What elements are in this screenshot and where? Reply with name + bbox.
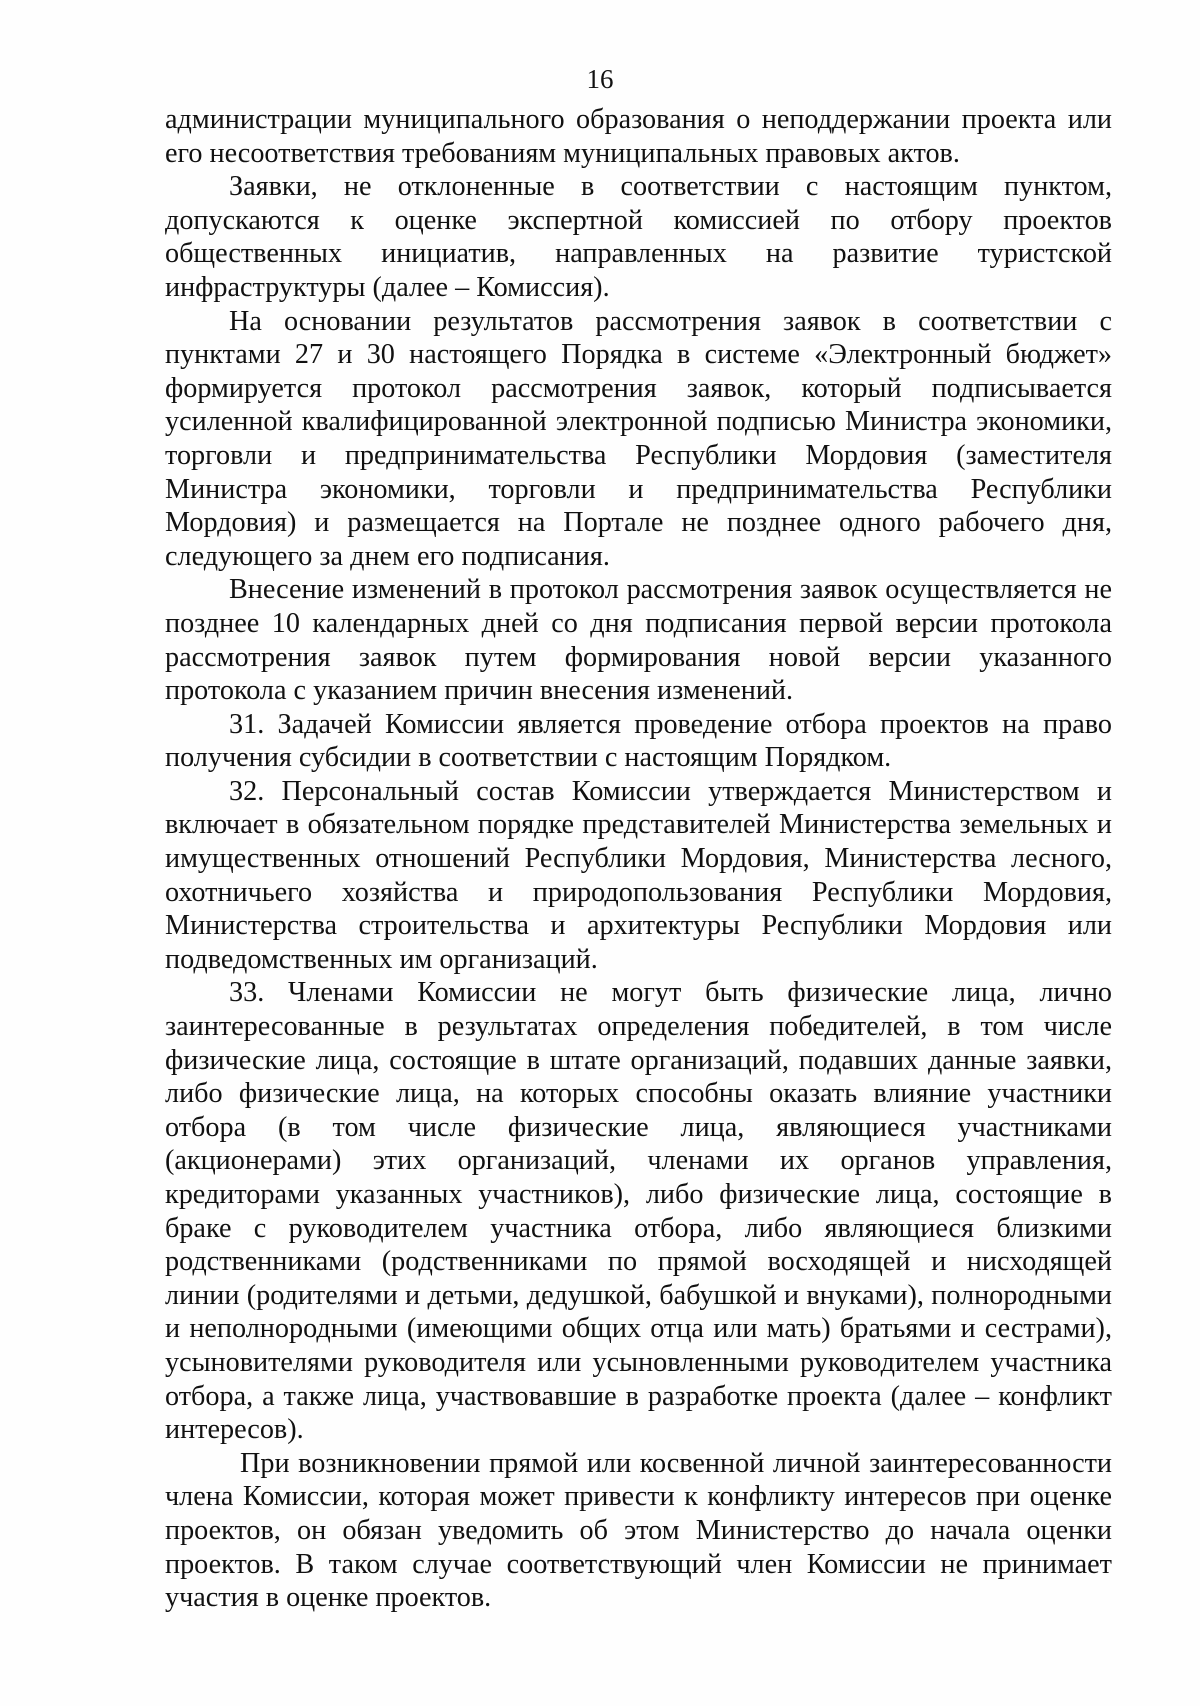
paragraph-item-31: 31. Задачей Комиссии является проведение отбора проектов на право получения субсидии в соответствии с настоящим Порядком. [165, 708, 1112, 774]
paragraph-item-33: 33. Членами Комиссии не могут быть физические лица, лично заинтересованные в результатах определения победителей, в том числе физические лица, состоящие в штате организаций, подавших данные заявки, либо физические лица, на которых способны оказать влияние участники отбора (в том числе физические лица, являющиеся участниками (акционерами) этих организаций, членами их органов управления, кредиторами указанных участников), либо физические лица, состоящие в браке с руководителем участника отбора, либо являющиеся близкими родственниками (родственниками по прямой восходящей и нисходящей линии (родителями и детьми, дедушкой, бабушкой и внуками), полнородными и неполнородными (имеющими общих отца или мать) братьями и сестрами), усыновителями руководителя или усыновленными руководителем участника отбора, а также лица, участвовавшие в разработке проекта (далее – конфликт интересов). [165, 977, 1112, 1446]
paragraph-item-32: 32. Персональный состав Комиссии утверждается Министерством и включает в обязательном порядке представителей Министерства земельных и имущественных отношений Республики Мордовия, Министерства лесного, охотничьего хозяйства и природопользования Республики Мордовия, Министерства строительства и архитектуры Республики Мордовия или подведомственных им организаций. [165, 775, 1112, 975]
paragraph-continuation: администрации муниципального образования о неподдержании проекта или его несоответствия требованиям муниципальных правовых актов. [165, 104, 1112, 169]
page-number: 16 [586, 64, 614, 94]
paragraph-conflict-of-interest: При возникновении прямой или косвенной личной заинтересованности члена Комиссии, которая может привести к конфликту интересов при оценке проектов, он обязан уведомить об этом Министерство до начала оценки проектов. В таком случае соответствующий член Комиссии не принимает участия в оценке проектов. [165, 1447, 1112, 1614]
paragraph-review-protocol: На основании результатов рассмотрения заявок в соответствии с пунктами 27 и 30 настоящего Порядка в системе «Электронный бюджет» формируется протокол рассмотрения заявок, который подписывается усиленной квалифицированной электронной подписью Министра экономики, торговли и предпринимательства Республики Мордовия (заместителя Министра экономики, торговли и предпринимательства Республики Мордовия) и размещается на Портале не позднее одного рабочего дня, следующего за днем его подписания. [165, 305, 1112, 572]
document-body [165, 103, 1112, 1615]
paragraph-protocol-changes: Внесение изменений в протокол рассмотрения заявок осуществляется не позднее 10 календарных дней со дня подписания первой версии протокола рассмотрения заявок путем формирования новой версии указанного протокола с указанием причин внесения изменений. [165, 574, 1112, 707]
paragraph-applications-admitted: Заявки, не отклоненные в соответствии с настоящим пунктом, допускаются к оценке экспертной комиссией по отбору проектов общественных инициатив, направленных на развитие туристской инфраструктуры (далее – Комиссия). [165, 171, 1112, 303]
